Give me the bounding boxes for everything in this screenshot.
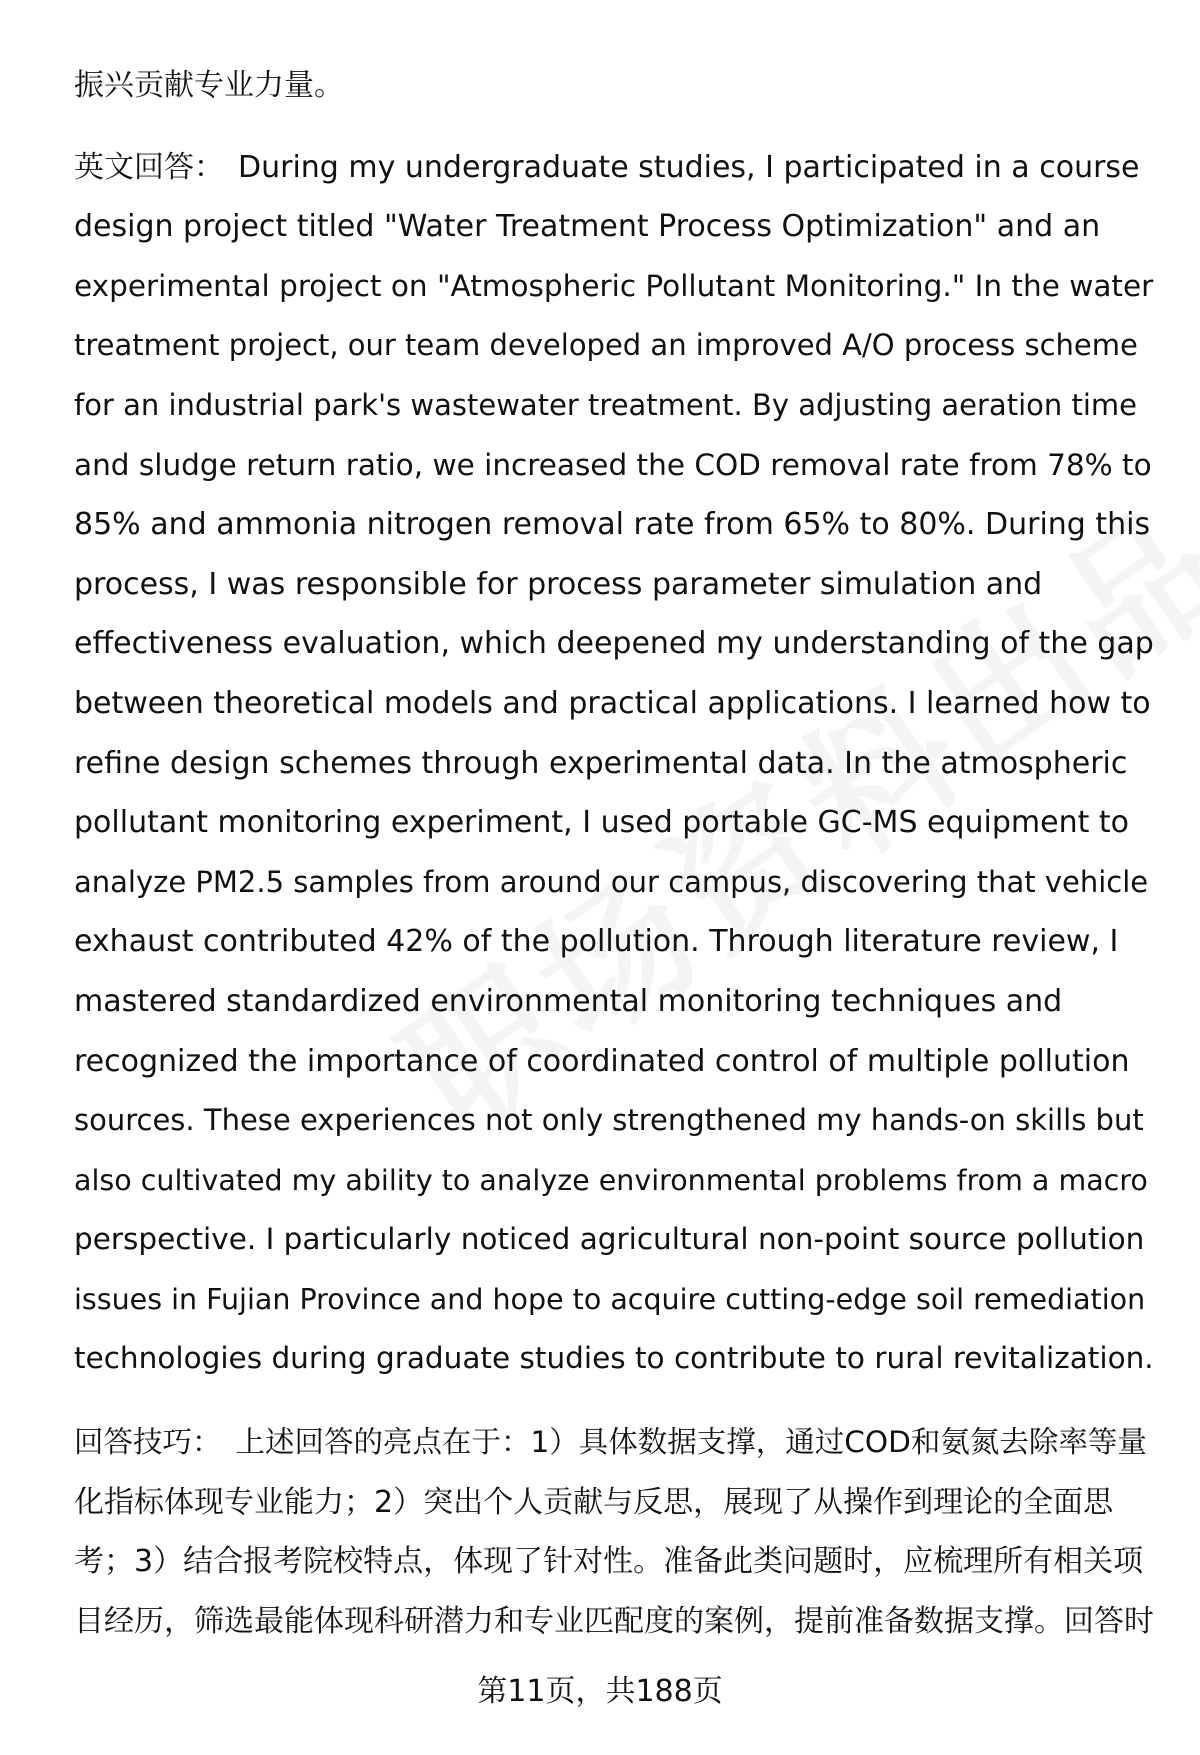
text-line: sources. These experiences not only strengthened my hands-on skills but — [74, 1103, 1144, 1138]
english-answer-paragraph — [74, 138, 1154, 1389]
text-line: exhaust contributed 42% of the pollution. Through literature review, I — [74, 924, 1119, 960]
text-line: mastered standardized environmental monitoring techniques and — [74, 983, 1063, 1019]
text-line — [74, 1413, 1154, 1473]
text-line: issues in Fujian Province and hope to acquire cutting-edge soil remediation — [74, 1282, 1146, 1316]
text-line: for an industrial park's wastewater treatment. By adjusting aeration time — [74, 387, 1137, 422]
text-line — [74, 138, 1154, 198]
text-line-content: 上述回答的亮点在于：1）具体数据支撑，通过COD和氨氮去除率等量 — [235, 1425, 1147, 1460]
intro-paragraph-tail — [74, 56, 1154, 116]
text-line: also cultivated my ability to analyze environmental problems from a macro — [74, 1163, 1148, 1197]
answer-tips-paragraph — [74, 1413, 1154, 1651]
text-line: recognized the importance of coordinated control of multiple pollution — [74, 1043, 1130, 1079]
text-line: process, I was responsible for process parameter simulation and — [74, 566, 1043, 602]
text-line: design project titled "Water Treatment Process Optimization" and an — [74, 209, 1101, 245]
text-line: pollutant monitoring experiment, I used portable GC-MS equipment to — [74, 805, 1130, 841]
english-answer-label: 英文回答： — [74, 149, 224, 185]
text-line: 目经历，筛选最能体现科研潜力和专业匹配度的案例，提前准备数据支撑。回答时 — [74, 1603, 1154, 1639]
text-line: and sludge return ratio, we increased the COD removal rate from 78% to — [74, 447, 1152, 482]
text-line: 化指标体现专业能力；2）突出个人贡献与反思，展现了从操作到理论的全面思 — [74, 1484, 1114, 1520]
text-line: refine design schemes through experimental data. In the atmospheric — [74, 745, 1128, 781]
text-line: between theoretical models and practical applications. I learned how to — [74, 685, 1151, 721]
page-number-footer: 第11页，共188页 — [477, 1674, 723, 1709]
text-line: effectiveness evaluation, which deepened my understanding of the gap — [74, 626, 1154, 662]
text-line: analyze PM2.5 samples from around our campus, discovering that vehicle — [74, 864, 1149, 899]
answer-tips-label: 回答技巧： — [74, 1425, 222, 1460]
text-line: 振兴贡献专业力量。 — [74, 68, 344, 103]
text-line-content: During my undergraduate studies, I participated in a course — [238, 149, 1140, 185]
page-content — [74, 56, 1154, 1651]
text-line: technologies during graduate studies to contribute to rural revitalization. — [74, 1341, 1154, 1376]
text-line: perspective. I particularly noticed agricultural non-point source pollution — [74, 1222, 1145, 1257]
text-line: 考；3）结合报考院校特点，体现了针对性。准备此类问题时，应梳理所有相关项 — [74, 1544, 1144, 1580]
text-line: 85% and ammonia nitrogen removal rate from 65% to 80%. During this — [74, 507, 1151, 543]
text-line: treatment project, our team developed an improved A/O process scheme — [74, 328, 1138, 363]
text-line: experimental project on "Atmospheric Pollutant Monitoring." In the water — [74, 268, 1154, 303]
